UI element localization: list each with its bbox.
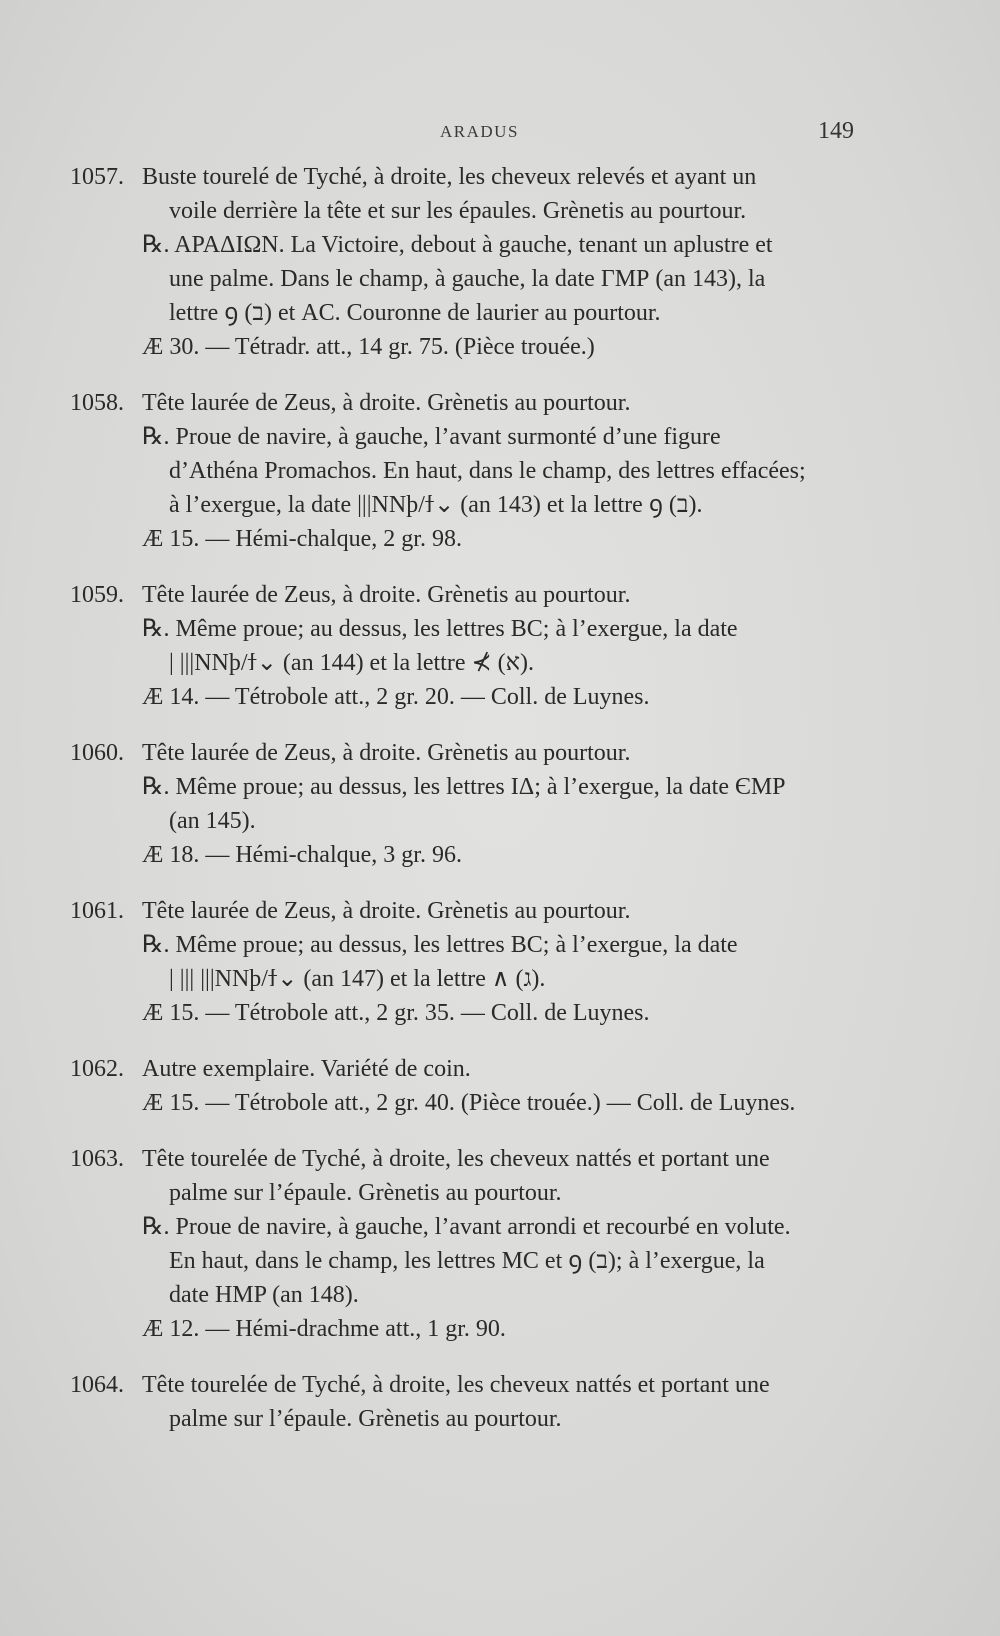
entry-body bbox=[142, 578, 870, 714]
catalogue-entry-1058 bbox=[70, 386, 870, 556]
reverse-line: (an 145). bbox=[169, 808, 256, 834]
entry-body bbox=[142, 160, 870, 364]
catalogue-entry-1060 bbox=[70, 736, 870, 872]
entry-number: 1063. bbox=[70, 1146, 124, 1172]
reverse-line: ℞. ΑΡΑΔΙΩΝ. La Victoire, debout à gauche, tenant un aplustre et bbox=[142, 232, 773, 258]
reverse-line: ℞. Même proue; au dessus, les lettres IΔ; à l’exergue, la date ЄΜΡ bbox=[142, 774, 786, 800]
reverse-line: d’Athéna Promachos. En haut, dans le champ, des lettres effacées; bbox=[169, 458, 806, 484]
obverse-line: Tête laurée de Zeus, à droite. Grènetis au pourtour. bbox=[142, 582, 631, 608]
reverse-line: date HMP (an 148). bbox=[169, 1282, 359, 1308]
reverse-line: ℞. Même proue; au dessus, les lettres BC; à l’exergue, la date bbox=[142, 932, 738, 958]
obverse-line: palme sur l’épaule. Grènetis au pourtour. bbox=[169, 1180, 562, 1206]
page-number: 149 bbox=[818, 118, 854, 144]
metal-weight-line: Æ 15. — Tétrobole att., 2 gr. 35. — Coll. de Luynes. bbox=[142, 1000, 650, 1026]
reverse-line: ℞. Proue de navire, à gauche, l’avant arrondi et recourbé en volute. bbox=[142, 1214, 791, 1240]
description-line: Autre exemplaire. Variété de coin. bbox=[142, 1056, 471, 1082]
obverse-line: Tête laurée de Zeus, à droite. Grènetis au pourtour. bbox=[142, 898, 631, 924]
reverse-line: une palme. Dans le champ, à gauche, la date ΓΜΡ (an 143), la bbox=[169, 266, 766, 292]
reverse-line: ℞. Proue de navire, à gauche, l’avant surmonté d’une figure bbox=[142, 424, 721, 450]
entry-body bbox=[142, 736, 870, 872]
entry-number: 1060. bbox=[70, 740, 124, 766]
entry-body bbox=[142, 894, 870, 1030]
metal-weight-line: Æ 30. — Tétradr. att., 14 gr. 75. (Pièce trouée.) bbox=[142, 334, 595, 360]
running-title: ARADUS bbox=[440, 122, 519, 141]
reverse-line: à l’exergue, la date |||ΝΝϸ/ϯ⌄ (an 143) et la lettre ꝯ (ב). bbox=[169, 492, 703, 518]
entry-body bbox=[142, 1368, 870, 1436]
catalogue-entries bbox=[70, 160, 870, 1458]
entry-number: 1059. bbox=[70, 582, 124, 608]
catalogue-entry-1062 bbox=[70, 1052, 870, 1120]
running-head bbox=[0, 118, 1000, 148]
reverse-line: En haut, dans le champ, les lettres MC et ꝯ (ב); à l’exergue, la bbox=[169, 1248, 765, 1274]
obverse-line: Buste tourelé de Tyché, à droite, les cheveux relevés et ayant un bbox=[142, 164, 757, 190]
catalogue-entry-1064 bbox=[70, 1368, 870, 1436]
metal-weight-line: Æ 15. — Tétrobole att., 2 gr. 40. (Pièce trouée.) — Coll. de Luynes. bbox=[142, 1090, 796, 1116]
metal-weight-line: Æ 15. — Hémi-chalque, 2 gr. 98. bbox=[142, 526, 462, 552]
reverse-line: lettre ꝯ (ב) et ΑC. Couronne de laurier au pourtour. bbox=[169, 300, 661, 326]
obverse-line: voile derrière la tête et sur les épaules. Grènetis au pourtour. bbox=[169, 198, 747, 224]
obverse-line: Tête laurée de Zeus, à droite. Grènetis au pourtour. bbox=[142, 390, 631, 416]
metal-weight-line: Æ 12. — Hémi-drachme att., 1 gr. 90. bbox=[142, 1316, 506, 1342]
metal-weight-line: Æ 14. — Tétrobole att., 2 gr. 20. — Coll. de Luynes. bbox=[142, 684, 650, 710]
catalogue-entry-1063 bbox=[70, 1142, 870, 1346]
obverse-line: Tête tourelée de Tyché, à droite, les cheveux nattés et portant une bbox=[142, 1372, 770, 1398]
metal-weight-line: Æ 18. — Hémi-chalque, 3 gr. 96. bbox=[142, 842, 462, 868]
entry-body bbox=[142, 1052, 870, 1120]
entry-number: 1062. bbox=[70, 1056, 124, 1082]
entry-number: 1064. bbox=[70, 1372, 124, 1398]
entry-body bbox=[142, 386, 870, 556]
catalogue-entry-1061 bbox=[70, 894, 870, 1030]
entry-number: 1061. bbox=[70, 898, 124, 924]
obverse-line: Tête tourelée de Tyché, à droite, les cheveux nattés et portant une bbox=[142, 1146, 770, 1172]
entry-number: 1057. bbox=[70, 164, 124, 190]
entry-number: 1058. bbox=[70, 390, 124, 416]
catalogue-entry-1057 bbox=[70, 160, 870, 364]
obverse-line: palme sur l’épaule. Grènetis au pourtour. bbox=[169, 1406, 562, 1432]
reverse-line: | ||| |||ΝΝϸ/ϯ⌄ (an 147) et la lettre ∧ (ג). bbox=[169, 966, 546, 992]
reverse-line: ℞. Même proue; au dessus, les lettres BC; à l’exergue, la date bbox=[142, 616, 738, 642]
catalogue-entry-1059 bbox=[70, 578, 870, 714]
entry-body bbox=[142, 1142, 870, 1346]
obverse-line: Tête laurée de Zeus, à droite. Grènetis au pourtour. bbox=[142, 740, 631, 766]
reverse-line: | |||ΝΝϸ/ϯ⌄ (an 144) et la lettre ⊀ (א). bbox=[169, 650, 535, 676]
